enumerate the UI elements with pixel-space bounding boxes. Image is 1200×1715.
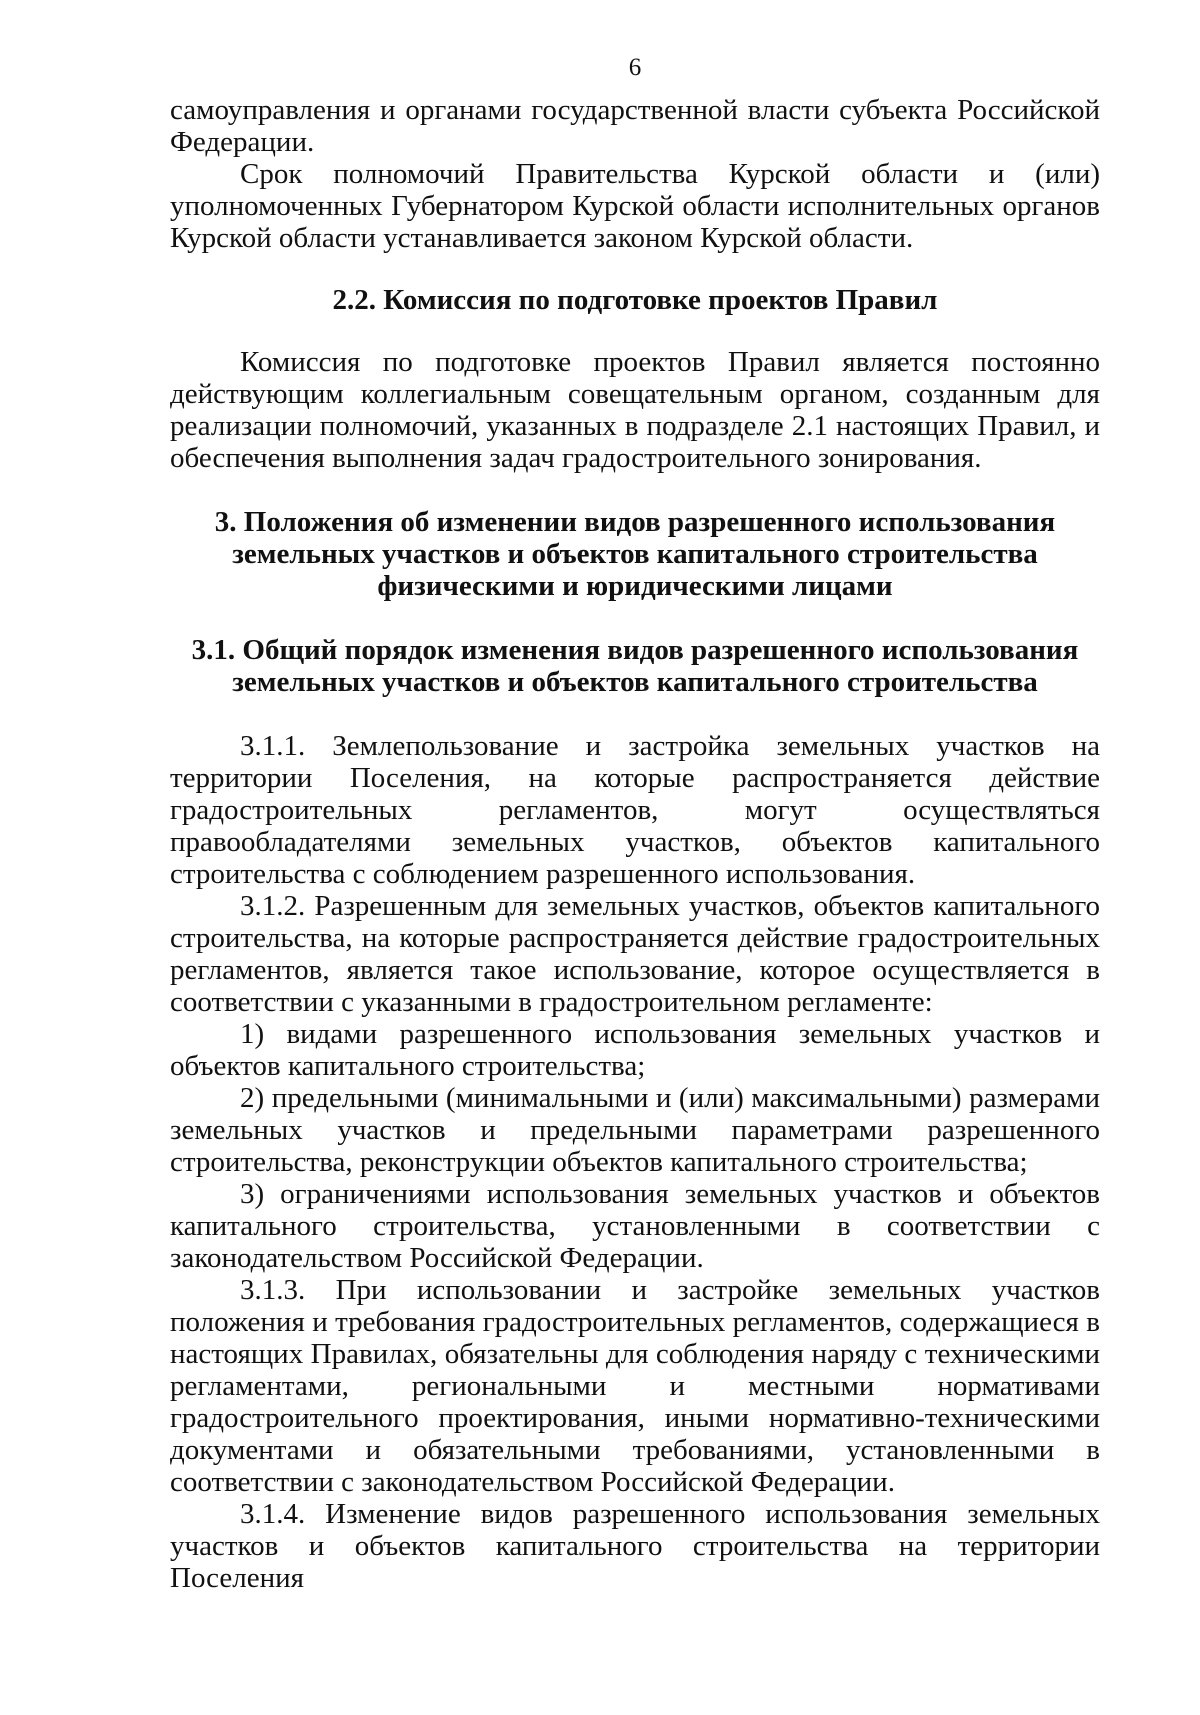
clause-3-1-2-item-3: 3) ограничениями использования земельных участков и объектов капитального строительства, установленными в соответствии с законодательством Российской Федерации. [170,1178,1100,1274]
section-3-title-line-1: 3. Положения об изменении видов разрешенного использования [214,506,1056,538]
section-3-1-title-line-1: 3.1. Общий порядок изменения видов разрешенного использования [191,634,1079,666]
section-3-1-body [170,730,1100,1594]
clause-3-1-2: 3.1.2. Разрешенным для земельных участков, объектов капитального строительства, на которые распространяется действие градостроительных регламентов, является такое использование, которое осуществляется в соответствии с указанными в градостроительном регламенте: [170,890,1100,1018]
intro-paragraph-2: Срок полномочий Правительства Курской области и (или) уполномоченных Губернатором Курской области исполнительных органов Курской области устанавливается законом Курской области. [170,158,1100,254]
section-2-2-title: 2.2. Комиссия по подготовке проектов Правил [332,284,938,316]
section-2-2-paragraph: Комиссия по подготовке проектов Правил является постоянно действующим коллегиальным совещательным органом, созданным для реализации полномочий, указанных в подразделе 2.1 настоящих Правил, и обеспечения выполнения задач градостроительного зонирования. [170,346,1100,474]
section-3-title-line-2: земельных участков и объектов капитального строительства [232,538,1038,570]
section-3-title-line-3: физическими и юридическими лицами [377,570,893,602]
page-number: 6 [628,54,642,81]
section-3-1-heading [170,634,1100,698]
clause-3-1-3: 3.1.3. При использовании и застройке земельных участков положения и требования градостроительных регламентов, содержащиеся в настоящих Правилах, обязательны для соблюдения наряду с техническими регламентами, региональными и местными нормативами градостроительного проектирования, иными нормативно-техническими документами и обязательными требованиями, установленными в соответствии с законодательством Российской Федерации. [170,1274,1100,1498]
section-3-1-title-line-2: земельных участков и объектов капитального строительства [232,666,1038,698]
intro-paragraph-1: самоуправления и органами государственной власти субъекта Российской Федерации. [170,94,1100,158]
clause-3-1-2-item-1: 1) видами разрешенного использования земельных участков и объектов капитального строительства; [170,1018,1100,1082]
clause-3-1-4: 3.1.4. Изменение видов разрешенного использования земельных участков и объектов капитального строительства на территории Поселения [170,1498,1100,1594]
section-3-heading [170,506,1100,602]
clause-3-1-1: 3.1.1. Землепользование и застройка земельных участков на территории Поселения, на которые распространяется действие градостроительных регламентов, могут осуществляться правообладателями земельных участков, объектов капитального строительства с соблюдением разрешенного использования. [170,730,1100,890]
clause-3-1-2-item-2: 2) предельными (минимальными и (или) максимальными) размерами земельных участков и предельными параметрами разрешенного строительства, реконструкции объектов капитального строительства; [170,1082,1100,1178]
document-page [170,48,1100,1688]
